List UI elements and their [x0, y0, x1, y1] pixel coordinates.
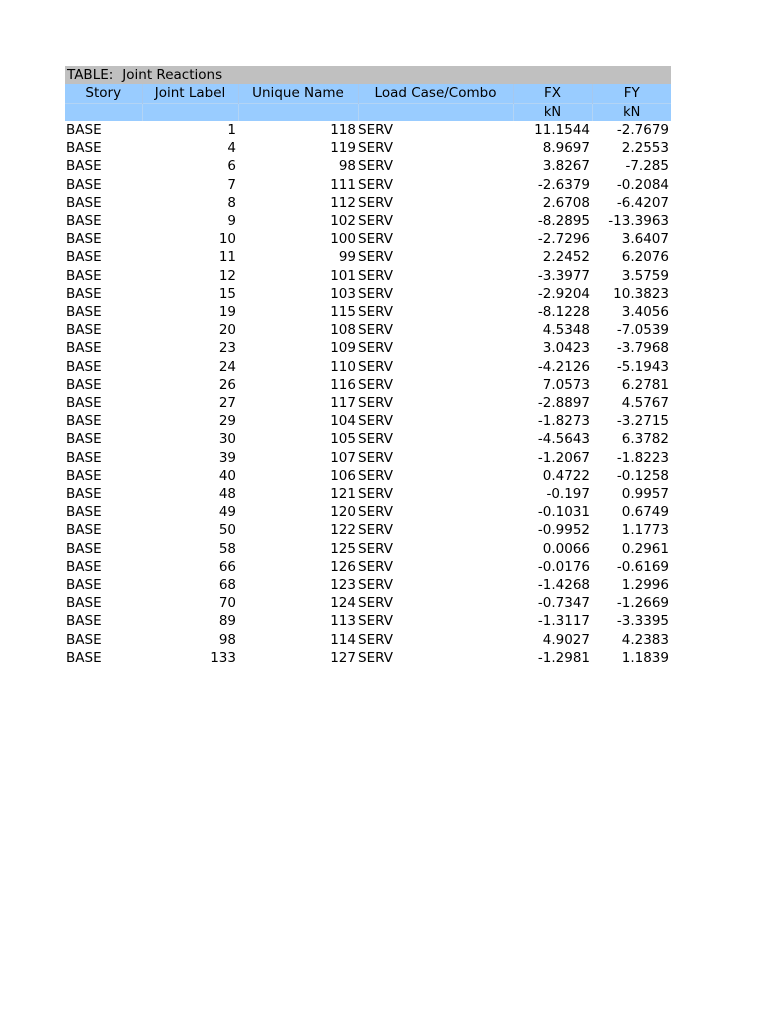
- cell-joint-label: 98: [218, 631, 236, 648]
- table-row: [65, 576, 671, 594]
- cell-story: BASE: [66, 249, 102, 266]
- cell-fx: 2.2452: [542, 249, 590, 266]
- table-row: [65, 558, 671, 576]
- cell-story: BASE: [66, 176, 102, 193]
- cell-joint-label: 30: [218, 431, 236, 448]
- cell-unique-name: 118: [330, 122, 356, 138]
- cell-story: BASE: [66, 322, 102, 339]
- cell-fx: 0.0066: [542, 540, 590, 557]
- cell-joint-label: 23: [218, 340, 236, 357]
- cell-fx: 0.4722: [542, 467, 590, 484]
- cell-story: BASE: [66, 231, 102, 248]
- cell-fy: 1.1773: [621, 522, 669, 539]
- cell-unique-name: 119: [330, 140, 356, 157]
- cell-unique-name: 123: [330, 577, 356, 594]
- cell-story: BASE: [66, 285, 102, 302]
- cell-story: BASE: [66, 267, 102, 284]
- cell-load-case: SERV: [358, 395, 393, 412]
- cell-load-case: SERV: [358, 504, 393, 521]
- cell-unique-name: 113: [330, 613, 356, 630]
- table-row: [65, 376, 671, 394]
- cell-unique-name: 111: [330, 176, 356, 193]
- cell-joint-label: 11: [218, 249, 236, 266]
- cell-load-case: SERV: [358, 595, 393, 612]
- cell-fx: -2.7296: [537, 231, 590, 248]
- cell-load-case: SERV: [358, 322, 393, 339]
- cell-fy: 1.1839: [621, 649, 669, 666]
- cell-unique-name: 117: [330, 395, 356, 412]
- cell-story: BASE: [66, 522, 102, 539]
- cell-story: BASE: [66, 304, 102, 321]
- cell-fx: 11.1544: [534, 122, 590, 138]
- cell-load-case: SERV: [358, 467, 393, 484]
- cell-joint-label: 49: [218, 504, 236, 521]
- cell-fy: -13.3963: [608, 213, 669, 230]
- cell-fy: -2.7679: [616, 122, 669, 138]
- table-row: [65, 540, 671, 558]
- table-row: [65, 631, 671, 649]
- cell-load-case: SERV: [358, 649, 393, 666]
- table-title: [65, 66, 671, 84]
- cell-joint-label: 15: [218, 285, 236, 302]
- cell-joint-label: 10: [218, 231, 236, 248]
- cell-fy: 6.2076: [621, 249, 669, 266]
- cell-story: BASE: [66, 449, 102, 466]
- cell-story: BASE: [66, 504, 102, 521]
- cell-fy: -0.6169: [616, 558, 669, 575]
- cell-fx: -0.0176: [537, 558, 590, 575]
- cell-load-case: SERV: [358, 304, 393, 321]
- cell-joint-label: 1: [227, 122, 236, 138]
- cell-fx: -0.9952: [537, 522, 590, 539]
- cell-unique-name: 120: [330, 504, 356, 521]
- cell-unique-name: 108: [330, 322, 356, 339]
- cell-unique-name: 109: [330, 340, 356, 357]
- cell-unique-name: 127: [330, 649, 356, 666]
- cell-story: BASE: [66, 558, 102, 575]
- cell-fx: -1.8273: [537, 413, 590, 430]
- table-row: [65, 248, 671, 266]
- cell-fy: -3.3395: [616, 613, 669, 630]
- cell-fx: -4.5643: [537, 431, 590, 448]
- units-row: [65, 104, 671, 122]
- cell-unique-name: 115: [330, 304, 356, 321]
- cell-joint-label: 29: [218, 413, 236, 430]
- header-fy: FY: [592, 84, 671, 104]
- header-row: [65, 84, 671, 104]
- cell-story: BASE: [66, 631, 102, 648]
- cell-joint-label: 48: [218, 486, 236, 503]
- table-row: [65, 649, 671, 667]
- cell-joint-label: 19: [218, 304, 236, 321]
- table-row: [65, 267, 671, 285]
- table-row: [65, 612, 671, 630]
- cell-joint-label: 39: [218, 449, 236, 466]
- cell-load-case: SERV: [358, 577, 393, 594]
- table-row: [65, 339, 671, 357]
- cell-fx: -1.4268: [537, 577, 590, 594]
- cell-load-case: SERV: [358, 194, 393, 211]
- table-row: [65, 503, 671, 521]
- cell-joint-label: 6: [227, 158, 236, 175]
- cell-fy: 4.5767: [621, 395, 669, 412]
- cell-fy: -0.1258: [616, 467, 669, 484]
- table-row: [65, 412, 671, 430]
- cell-story: BASE: [66, 194, 102, 211]
- cell-story: BASE: [66, 140, 102, 157]
- cell-unique-name: 110: [330, 358, 356, 375]
- unit-fy: kN: [592, 104, 671, 122]
- cell-fx: 4.5348: [542, 322, 590, 339]
- cell-unique-name: 122: [330, 522, 356, 539]
- table-row: [65, 394, 671, 412]
- cell-unique-name: 112: [330, 194, 356, 211]
- cell-fy: 3.6407: [621, 231, 669, 248]
- table-row: [65, 121, 671, 139]
- table-row: [65, 303, 671, 321]
- cell-joint-label: 4: [227, 140, 236, 157]
- cell-fx: -2.8897: [537, 395, 590, 412]
- cell-unique-name: 124: [330, 595, 356, 612]
- cell-fx: -8.2895: [537, 213, 590, 230]
- cell-unique-name: 121: [330, 486, 356, 503]
- cell-fx: 4.9027: [542, 631, 590, 648]
- cell-story: BASE: [66, 358, 102, 375]
- cell-fx: -1.3117: [537, 613, 590, 630]
- cell-fy: 0.9957: [621, 486, 669, 503]
- cell-joint-label: 9: [227, 213, 236, 230]
- table-row: [65, 485, 671, 503]
- cell-fy: 3.5759: [621, 267, 669, 284]
- table-row: [65, 212, 671, 230]
- cell-fy: 1.2996: [621, 577, 669, 594]
- cell-fx: 8.9697: [542, 140, 590, 157]
- header-story: Story: [65, 84, 142, 104]
- cell-fx: -0.197: [546, 486, 590, 503]
- table-row: [65, 521, 671, 539]
- cell-unique-name: 104: [330, 413, 356, 430]
- cell-load-case: SERV: [358, 486, 393, 503]
- cell-fy: -7.285: [625, 158, 669, 175]
- cell-load-case: SERV: [358, 249, 393, 266]
- cell-fy: 4.2383: [621, 631, 669, 648]
- cell-load-case: SERV: [358, 140, 393, 157]
- cell-story: BASE: [66, 613, 102, 630]
- table-row: [65, 157, 671, 175]
- cell-fx: -2.6379: [537, 176, 590, 193]
- cell-load-case: SERV: [358, 522, 393, 539]
- cell-story: BASE: [66, 213, 102, 230]
- cell-fx: 3.0423: [542, 340, 590, 357]
- cell-load-case: SERV: [358, 213, 393, 230]
- cell-load-case: SERV: [358, 285, 393, 302]
- cell-load-case: SERV: [358, 431, 393, 448]
- spreadsheet-page: [65, 66, 671, 667]
- table-row: [65, 230, 671, 248]
- cell-load-case: SERV: [358, 376, 393, 393]
- cell-fx: -1.2067: [537, 449, 590, 466]
- cell-unique-name: 107: [330, 449, 356, 466]
- cell-joint-label: 70: [218, 595, 236, 612]
- table-row: [65, 467, 671, 485]
- table-row: [65, 321, 671, 339]
- table-row: [65, 449, 671, 467]
- cell-fy: -1.8223: [616, 449, 669, 466]
- cell-unique-name: 101: [330, 267, 356, 284]
- cell-joint-label: 26: [218, 376, 236, 393]
- unit-load-case: [358, 104, 513, 122]
- cell-fx: -0.7347: [537, 595, 590, 612]
- cell-fx: -8.1228: [537, 304, 590, 321]
- cell-story: BASE: [66, 540, 102, 557]
- header-joint-label: Joint Label: [142, 84, 238, 104]
- header-unique-name: Unique Name: [238, 84, 358, 104]
- cell-fy: 0.2961: [621, 540, 669, 557]
- unit-fx: kN: [513, 104, 592, 122]
- cell-joint-label: 7: [227, 176, 236, 193]
- cell-unique-name: 99: [338, 249, 356, 266]
- table-row: [65, 194, 671, 212]
- cell-fy: 6.3782: [621, 431, 669, 448]
- cell-load-case: SERV: [358, 358, 393, 375]
- cell-load-case: SERV: [358, 231, 393, 248]
- unit-story: [65, 104, 142, 122]
- table-title-name: Joint Reactions: [122, 67, 223, 83]
- cell-fx: -3.3977: [537, 267, 590, 284]
- cell-load-case: SERV: [358, 449, 393, 466]
- cell-story: BASE: [66, 413, 102, 430]
- cell-unique-name: 116: [330, 376, 356, 393]
- cell-fx: 3.8267: [542, 158, 590, 175]
- table-body: [65, 121, 671, 667]
- cell-joint-label: 133: [210, 649, 236, 666]
- cell-story: BASE: [66, 649, 102, 666]
- cell-story: BASE: [66, 431, 102, 448]
- cell-joint-label: 66: [218, 558, 236, 575]
- cell-load-case: SERV: [358, 158, 393, 175]
- cell-story: BASE: [66, 376, 102, 393]
- cell-fy: -3.7968: [616, 340, 669, 357]
- table-row: [65, 430, 671, 448]
- cell-load-case: SERV: [358, 413, 393, 430]
- cell-joint-label: 40: [218, 467, 236, 484]
- cell-unique-name: 126: [330, 558, 356, 575]
- cell-load-case: SERV: [358, 540, 393, 557]
- cell-unique-name: 105: [330, 431, 356, 448]
- cell-joint-label: 8: [227, 194, 236, 211]
- cell-fy: -5.1943: [616, 358, 669, 375]
- cell-story: BASE: [66, 467, 102, 484]
- header-load-case: Load Case/Combo: [358, 84, 513, 104]
- table-row: [65, 594, 671, 612]
- cell-joint-label: 58: [218, 540, 236, 557]
- cell-fy: -3.2715: [616, 413, 669, 430]
- cell-unique-name: 103: [330, 285, 356, 302]
- cell-fx: -1.2981: [537, 649, 590, 666]
- cell-joint-label: 20: [218, 322, 236, 339]
- cell-fy: 3.4056: [621, 304, 669, 321]
- table-row: [65, 358, 671, 376]
- cell-fy: -7.0539: [616, 322, 669, 339]
- cell-unique-name: 106: [330, 467, 356, 484]
- cell-unique-name: 100: [330, 231, 356, 248]
- cell-load-case: SERV: [358, 122, 393, 138]
- cell-fx: -4.2126: [537, 358, 590, 375]
- cell-load-case: SERV: [358, 340, 393, 357]
- cell-fy: 0.6749: [621, 504, 669, 521]
- cell-joint-label: 50: [218, 522, 236, 539]
- cell-story: BASE: [66, 577, 102, 594]
- cell-fx: 2.6708: [542, 194, 590, 211]
- cell-unique-name: 102: [330, 213, 356, 230]
- cell-story: BASE: [66, 158, 102, 175]
- cell-fy: 10.3823: [613, 285, 669, 302]
- table-row: [65, 285, 671, 303]
- unit-joint-label: [142, 104, 238, 122]
- header-fx: FX: [513, 84, 592, 104]
- cell-story: BASE: [66, 486, 102, 503]
- unit-unique-name: [238, 104, 358, 122]
- cell-unique-name: 114: [330, 631, 356, 648]
- cell-fy: -6.4207: [616, 194, 669, 211]
- cell-fx: -0.1031: [537, 504, 590, 521]
- cell-fy: 2.2553: [621, 140, 669, 157]
- cell-joint-label: 89: [218, 613, 236, 630]
- cell-story: BASE: [66, 122, 102, 138]
- cell-story: BASE: [66, 340, 102, 357]
- cell-joint-label: 24: [218, 358, 236, 375]
- cell-fx: 7.0573: [542, 376, 590, 393]
- cell-unique-name: 125: [330, 540, 356, 557]
- cell-load-case: SERV: [358, 631, 393, 648]
- cell-joint-label: 27: [218, 395, 236, 412]
- cell-fy: 6.2781: [621, 376, 669, 393]
- cell-unique-name: 98: [338, 158, 356, 175]
- cell-load-case: SERV: [358, 176, 393, 193]
- cell-fy: -0.2084: [616, 176, 669, 193]
- joint-reactions-table: [65, 84, 671, 667]
- cell-joint-label: 12: [218, 267, 236, 284]
- table-row: [65, 176, 671, 194]
- cell-fy: -1.2669: [616, 595, 669, 612]
- cell-story: BASE: [66, 395, 102, 412]
- cell-joint-label: 68: [218, 577, 236, 594]
- cell-load-case: SERV: [358, 267, 393, 284]
- table-row: [65, 139, 671, 157]
- cell-story: BASE: [66, 595, 102, 612]
- table-title-prefix: TABLE:: [67, 67, 114, 83]
- cell-fx: -2.9204: [537, 285, 590, 302]
- cell-load-case: SERV: [358, 558, 393, 575]
- cell-load-case: SERV: [358, 613, 393, 630]
